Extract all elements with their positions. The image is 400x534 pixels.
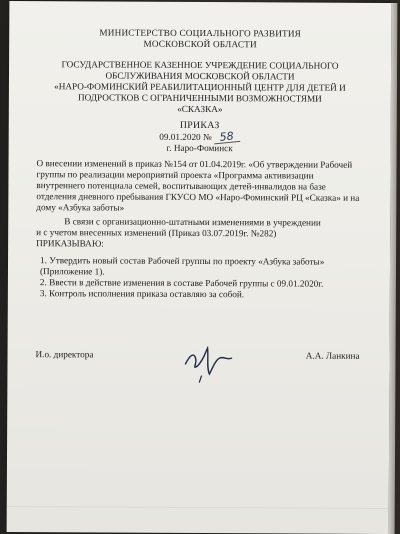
ministry-line: МИНИСТЕРСТВО СОЦИАЛЬНОГО РАЗВИТИЯ bbox=[99, 27, 302, 39]
organization-header bbox=[9, 59, 391, 116]
order-number: 58 bbox=[214, 130, 241, 145]
preamble-text: В связи с организационно-штатными изменениями в учреждении bbox=[64, 216, 321, 228]
ministry-header bbox=[9, 27, 391, 51]
subject-line: О внесении изменений в приказ №154 от 01.04.2019г. «Об утверждении Рабочей bbox=[36, 158, 353, 170]
order-item-1: 1. Утвердить новый состав Рабочей группы по проекту «Азбука заботы» bbox=[40, 255, 325, 267]
paper-crease bbox=[7, 506, 389, 509]
order-item-2: 2. Ввести в действие изменения в составе Рабочей группы с 09.01.2020г. bbox=[39, 277, 324, 289]
signatory-position: И.о. директора bbox=[35, 349, 94, 360]
order-place: г. Наро-Фоминск bbox=[166, 142, 233, 154]
order-subject bbox=[36, 158, 364, 215]
ministry-line: МОСКОВСКОЙ ОБЛАСТИ bbox=[143, 38, 257, 50]
preamble-line: и с учетом внесенных изменений (Приказ 03.07.2019г. №282) bbox=[36, 227, 277, 239]
order-title: ПРИКАЗ bbox=[179, 119, 220, 132]
preamble-directive: ПРИКАЗЫВАЮ: bbox=[36, 238, 104, 249]
order-items bbox=[40, 255, 360, 301]
order-preamble bbox=[36, 216, 364, 251]
order-heading bbox=[9, 119, 391, 155]
org-line: «НАРО-ФОМИНСКИЙ РЕАБИЛИТАЦИОННЫЙ ЦЕНТР ДЛЯ ДЕТЕЙ И bbox=[54, 81, 346, 93]
order-item-3: 3. Контроль исполнения приказа оставляю за собой. bbox=[39, 288, 245, 300]
handwritten-signature bbox=[179, 338, 235, 384]
org-line: ГОСУДАРСТВЕННОЕ КАЗЕННОЕ УЧРЕЖДЕНИЕ СОЦИАЛЬНОГО bbox=[61, 59, 339, 71]
subject-line: дому «Азбука заботы» bbox=[36, 202, 125, 213]
signatory-name: А.А. Ланкина bbox=[305, 350, 360, 361]
subject-line: внутреннего потенциала семей, воспитывающих детей-инвалидов на базе bbox=[36, 180, 326, 192]
org-line: ПОДРОСТКОВ С ОГРАНИЧЕННЫМИ ВОЗМОЖНОСТЯМИ bbox=[77, 92, 322, 104]
order-item-1-cont: (Приложение 1). bbox=[39, 266, 105, 277]
org-line: «СКАЗКА» bbox=[177, 103, 223, 115]
org-line: ОБСЛУЖИВАНИЯ МОСКОВСКОЙ ОБЛАСТИ bbox=[105, 70, 295, 82]
subject-line: отделения дневного пребывания ГКУСО МО «Наро-Фоминский РЦ «Сказка» и на bbox=[36, 191, 360, 203]
order-date: 09.01.2020 № bbox=[159, 131, 212, 143]
subject-line: группы по реализации мероприятий проекта «Программа активизации bbox=[36, 169, 314, 181]
document-page bbox=[7, 1, 392, 534]
